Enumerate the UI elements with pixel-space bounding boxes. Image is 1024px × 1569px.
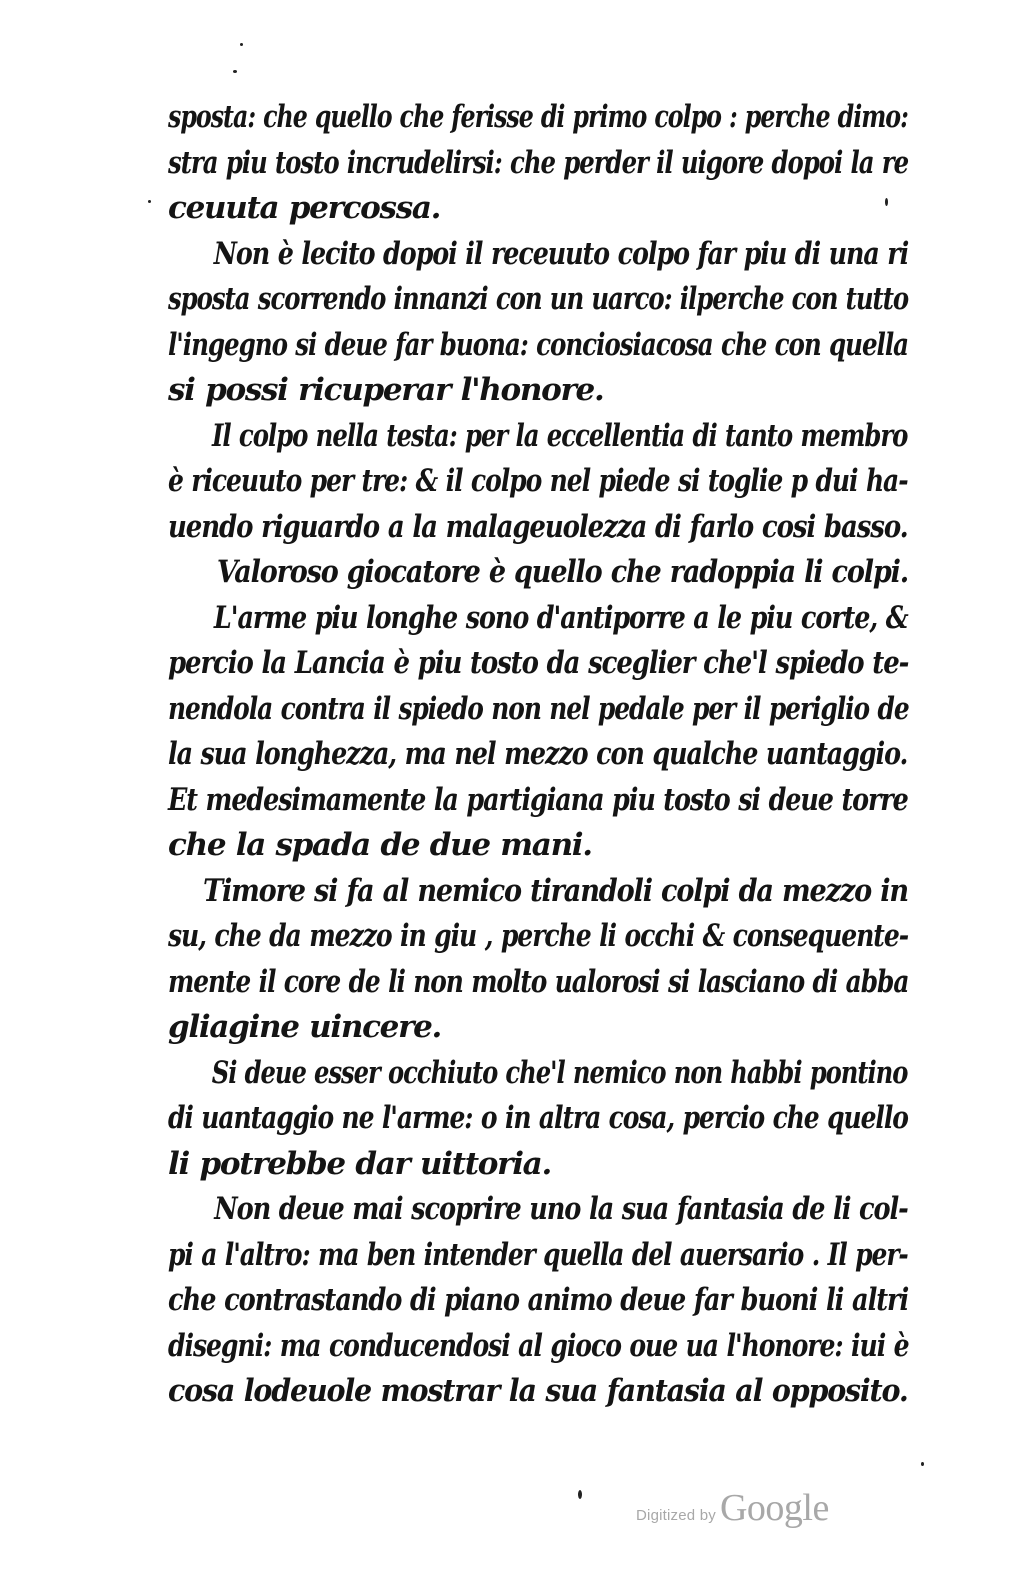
text-line: pi a l'altro: ma ben intender quella del auersario . Il per- bbox=[168, 1236, 908, 1273]
text-line: stra piu tosto incrudelirsi: che perder il uigore dopoi la re bbox=[168, 144, 909, 181]
text-line: sposta: che quello che ferisse di primo colpo : perche dimo: bbox=[168, 99, 908, 135]
text-line: è riceuuto per tre: & il colpo nel piede si toglie p dui ha- bbox=[168, 463, 908, 499]
text-line: sposta scorrendo innanzi con un uarco: ilperche con tutto bbox=[168, 281, 909, 317]
text-line: Si deue esser occhiuto che'l nemico non habbi pontino bbox=[211, 1054, 908, 1091]
text-line: ceuuta percossa. bbox=[168, 190, 441, 226]
text-line: li potrebbe dar uittoria. bbox=[168, 1145, 551, 1182]
text-line: cosa lodeuole mostrar la sua fantasia al opposito. bbox=[168, 1373, 908, 1409]
text-line: Et medesimamente la partigiana piu tosto si deue torre bbox=[168, 781, 908, 818]
ink-speck bbox=[240, 43, 243, 46]
ink-speck bbox=[148, 200, 151, 203]
ink-speck bbox=[921, 1462, 924, 1466]
text-line: percio la Lancia è piu tosto da sceglier che'l spiedo te- bbox=[168, 645, 909, 681]
text-line: nendola contra il spiedo non nel pedale per il periglio de bbox=[168, 690, 909, 727]
text-line: l'ingegno si deue far buona: conciosiacosa che con quella bbox=[168, 326, 909, 363]
text-line: L'arme piu longhe sono d'antiporre a le piu corte, & bbox=[213, 599, 908, 636]
text-line: Non è lecito dopoi il receuuto colpo far piu di una ri bbox=[213, 235, 909, 272]
google-digitized-watermark bbox=[636, 1486, 829, 1530]
google-logo: Google bbox=[719, 1487, 829, 1529]
text-line: che contrastando di piano animo deue far buoni li altri bbox=[168, 1282, 909, 1318]
text-line: si possi ricuperar l'honore. bbox=[168, 372, 604, 408]
text-line: disegni: ma conducendosi al gioco oue ua l'honore: iui è bbox=[168, 1327, 909, 1364]
text-line: mente il core de li non molto ualorosi si lasciano di abba bbox=[168, 963, 909, 1000]
text-line: gliagine uincere. bbox=[168, 1009, 442, 1045]
text-line: Valoroso giocatore è quello che radoppia li colpi. bbox=[216, 554, 909, 590]
text-line: Il colpo nella testa: per la eccellentia di tanto membro bbox=[212, 417, 908, 454]
ink-speck bbox=[578, 1490, 582, 1499]
text-line: che la spada de due mani. bbox=[168, 827, 592, 863]
text-line: Non deue mai scoprire uno la sua fantasia de li col- bbox=[214, 1191, 908, 1227]
ink-speck bbox=[233, 70, 237, 73]
text-line: la sua longhezza, ma nel mezzo con qualche uantaggio. bbox=[168, 736, 908, 772]
text-line: uendo riguardo a la malageuolezza di farlo cosi basso. bbox=[168, 508, 908, 545]
text-line: di uantaggio ne l'arme: o in altra cosa, percio che quello bbox=[168, 1100, 908, 1136]
page-text bbox=[168, 95, 908, 1415]
watermark-prefix: Digitized by bbox=[636, 1507, 716, 1524]
text-line: Timore si fa al nemico tirandoli colpi da mezzo in bbox=[202, 872, 908, 909]
text-line: su, che da mezzo in giu , perche li occhi & consequente- bbox=[168, 918, 909, 954]
